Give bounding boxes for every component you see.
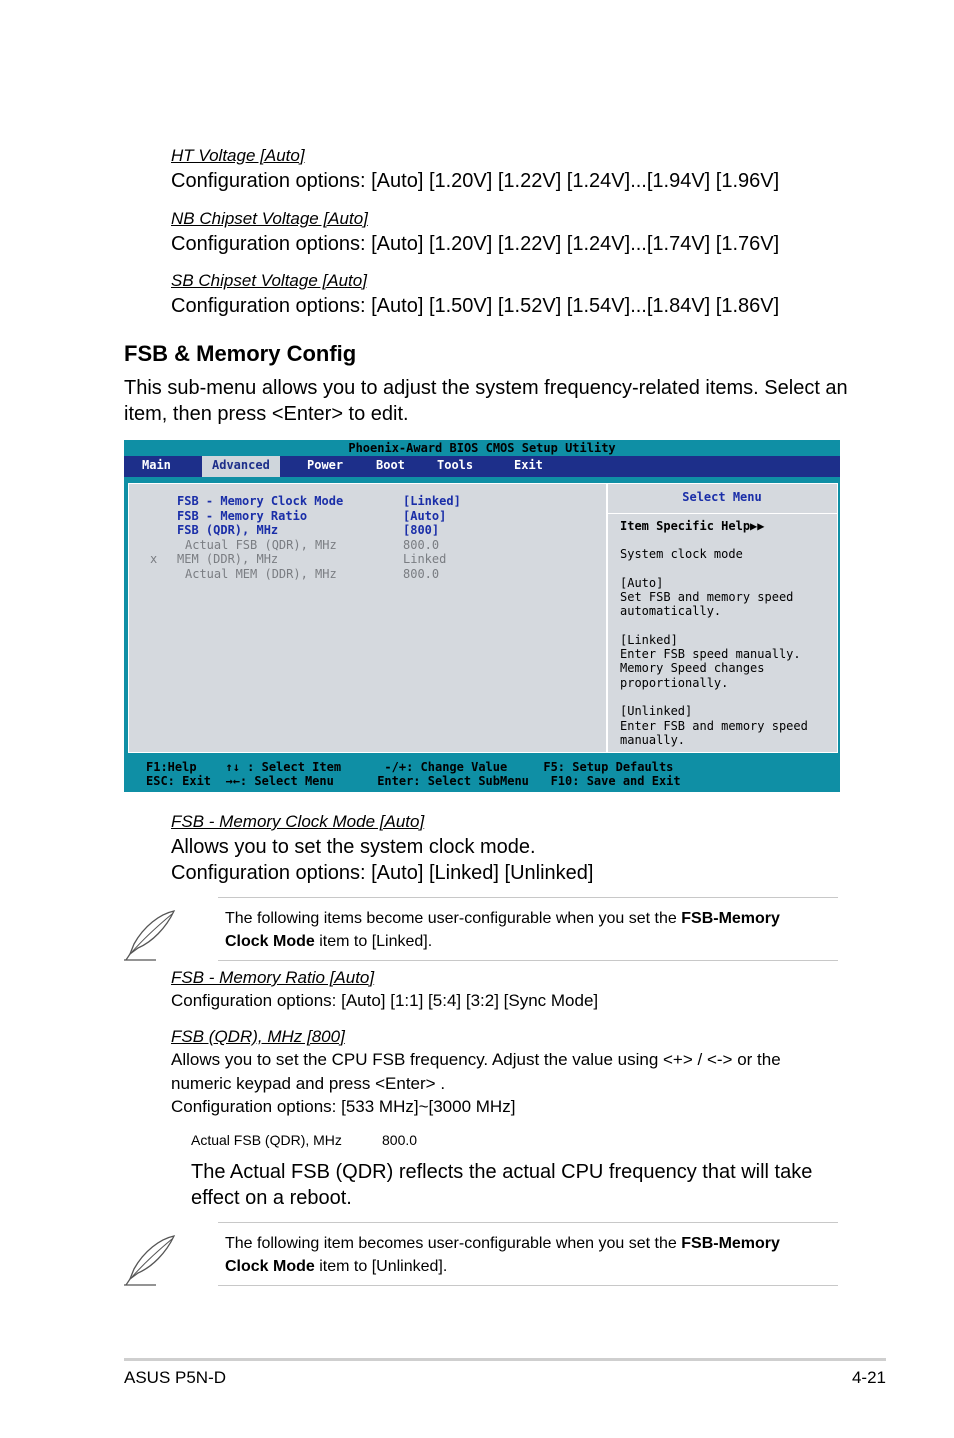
note-1-pre: The following items become user-configurable when you set the <box>225 910 682 927</box>
fsb-qdr-line-1: Allows you to set the CPU FSB frequency. Adjust the value using <+> / <-> or the <box>171 1050 781 1069</box>
intro-line-1: This sub-menu allows you to adjust the system frequency-related items. Select an <box>124 377 848 399</box>
help-line: Enter FSB and memory speed <box>620 718 808 733</box>
fsb-qdr-line-2: numeric keypad and press <Enter> . <box>171 1074 446 1093</box>
help-divider <box>607 513 837 514</box>
section-title: FSB & Memory Config <box>124 341 357 366</box>
ht-voltage-heading: HT Voltage [Auto] <box>171 146 305 165</box>
bios-title: Phoenix-Award BIOS CMOS Setup Utility <box>348 441 616 455</box>
nb-voltage-options: Configuration options: [Auto] [1.20V] [1.22V] [1.24V]...[1.74V] [1.76V] <box>171 233 780 255</box>
item-mem-disabled-mark: x <box>150 552 158 566</box>
bios-panel <box>128 483 838 753</box>
item-clock-mode-value[interactable]: [Linked] <box>403 494 461 508</box>
clock-mode-line-2: Configuration options: [Auto] [Linked] [Unlinked] <box>171 862 594 884</box>
item-actual-fsb-label: Actual FSB (QDR), MHz <box>185 538 337 552</box>
note-2-top-rule <box>218 1222 838 1223</box>
bios-key-legend <box>124 758 840 792</box>
note-1-top-rule <box>218 897 838 898</box>
help-title <box>620 519 765 533</box>
ht-voltage-options: Configuration options: [Auto] [1.20V] [1.22V] [1.24V]...[1.94V] [1.96V] <box>171 170 780 192</box>
item-ratio-label[interactable]: FSB - Memory Ratio <box>177 509 308 523</box>
clock-mode-line-1: Allows you to set the system clock mode. <box>171 836 536 858</box>
help-pane <box>606 483 838 753</box>
double-arrow-right-icon: ▶▶ <box>750 519 765 533</box>
key-legend-line-2: ESC: Exit →←: Select Menu Enter: Select SubMenu F10: Save and Exit <box>146 774 681 788</box>
note-1-bold-1: FSB-Memory <box>681 910 780 927</box>
help-line: System clock mode <box>620 547 743 561</box>
help-line: Set FSB and memory speed <box>620 589 794 604</box>
fsb-qdr-line-3: Configuration options: [533 MHz]~[3000 MHz] <box>171 1097 516 1116</box>
note-2-bottom-rule <box>218 1285 838 1286</box>
clock-mode-heading: FSB - Memory Clock Mode [Auto] <box>171 812 425 831</box>
note-1-bold-2: Clock Mode <box>225 933 315 950</box>
bios-screenshot <box>124 440 840 792</box>
menu-power[interactable]: Power <box>307 458 344 472</box>
quill-pen-icon <box>122 908 178 962</box>
page-number: 4-21 <box>851 1368 886 1387</box>
note-2-text <box>225 1232 837 1278</box>
help-line: [Linked] <box>620 632 678 647</box>
actual-fsb-line-2: effect on a reboot. <box>191 1187 352 1209</box>
help-line: Memory Speed changes <box>620 661 765 676</box>
select-menu-label: Select Menu <box>682 490 762 504</box>
note-2-pre: The following item becomes user-configurable when you set the <box>225 1235 682 1252</box>
actual-fsb-label: Actual FSB (QDR), MHz <box>191 1132 342 1148</box>
help-line: Enter FSB speed manually. <box>620 647 801 662</box>
note-1-bottom-rule <box>218 960 838 961</box>
fsb-qdr-heading: FSB (QDR), MHz [800] <box>171 1027 345 1046</box>
settings-pane <box>128 483 608 753</box>
item-actual-mem-label: Actual MEM (DDR), MHz <box>185 567 337 581</box>
item-clock-mode-label[interactable]: FSB - Memory Clock Mode <box>177 494 344 508</box>
sb-voltage-heading: SB Chipset Voltage [Auto] <box>171 271 367 290</box>
help-line: manually. <box>620 732 686 747</box>
menu-tools[interactable]: Tools <box>437 458 474 472</box>
key-legend-line-1: F1:Help ↑↓ : Select Item -/+: Change Value F5: Setup Defaults <box>146 760 674 774</box>
footer-product: ASUS P5N-D <box>124 1368 227 1387</box>
note-1-text <box>225 907 837 953</box>
help-line: [Unlinked] <box>620 704 693 719</box>
sb-voltage-options: Configuration options: [Auto] [1.50V] [1.52V] [1.54V]...[1.84V] [1.86V] <box>171 295 780 317</box>
intro-line-2: item, then press <Enter> to edit. <box>124 403 409 425</box>
menu-advanced[interactable]: Advanced <box>202 456 280 477</box>
actual-fsb-value: 800.0 <box>382 1132 418 1148</box>
item-fsb-qdr-label[interactable]: FSB (QDR), MHz <box>177 523 279 537</box>
help-line: automatically. <box>620 604 722 619</box>
menu-exit[interactable]: Exit <box>514 458 543 472</box>
actual-fsb-line-1: The Actual FSB (QDR) reflects the actual CPU frequency that will take <box>191 1161 813 1183</box>
item-ratio-value[interactable]: [Auto] <box>403 509 447 523</box>
help-title-text: Item Specific Help <box>620 519 751 533</box>
help-line: [Auto] <box>620 575 664 590</box>
footer-rule <box>124 1358 886 1361</box>
item-mem-value: Linked <box>403 552 447 566</box>
nb-voltage-heading: NB Chipset Voltage [Auto] <box>171 209 368 228</box>
item-actual-mem-value: 800.0 <box>403 567 440 581</box>
menu-main[interactable]: Main <box>142 458 171 472</box>
item-mem-label: MEM (DDR), MHz <box>177 552 279 566</box>
note-2-bold-1: FSB-Memory <box>681 1235 780 1252</box>
help-line: proportionally. <box>620 675 729 690</box>
note-1-post: item to [Linked]. <box>314 933 433 950</box>
note-2-bold-2: Clock Mode <box>225 1258 315 1275</box>
item-actual-fsb-value: 800.0 <box>403 538 440 552</box>
ratio-heading: FSB - Memory Ratio [Auto] <box>171 968 375 987</box>
item-fsb-qdr-value[interactable]: [800] <box>403 523 440 537</box>
ratio-options: Configuration options: [Auto] [1:1] [5:4] [3:2] [Sync Mode] <box>171 991 599 1010</box>
bios-menubar <box>124 456 840 477</box>
menu-boot[interactable]: Boot <box>376 458 405 472</box>
quill-pen-icon <box>122 1233 178 1287</box>
note-2-post: item to [Unlinked]. <box>314 1258 448 1275</box>
